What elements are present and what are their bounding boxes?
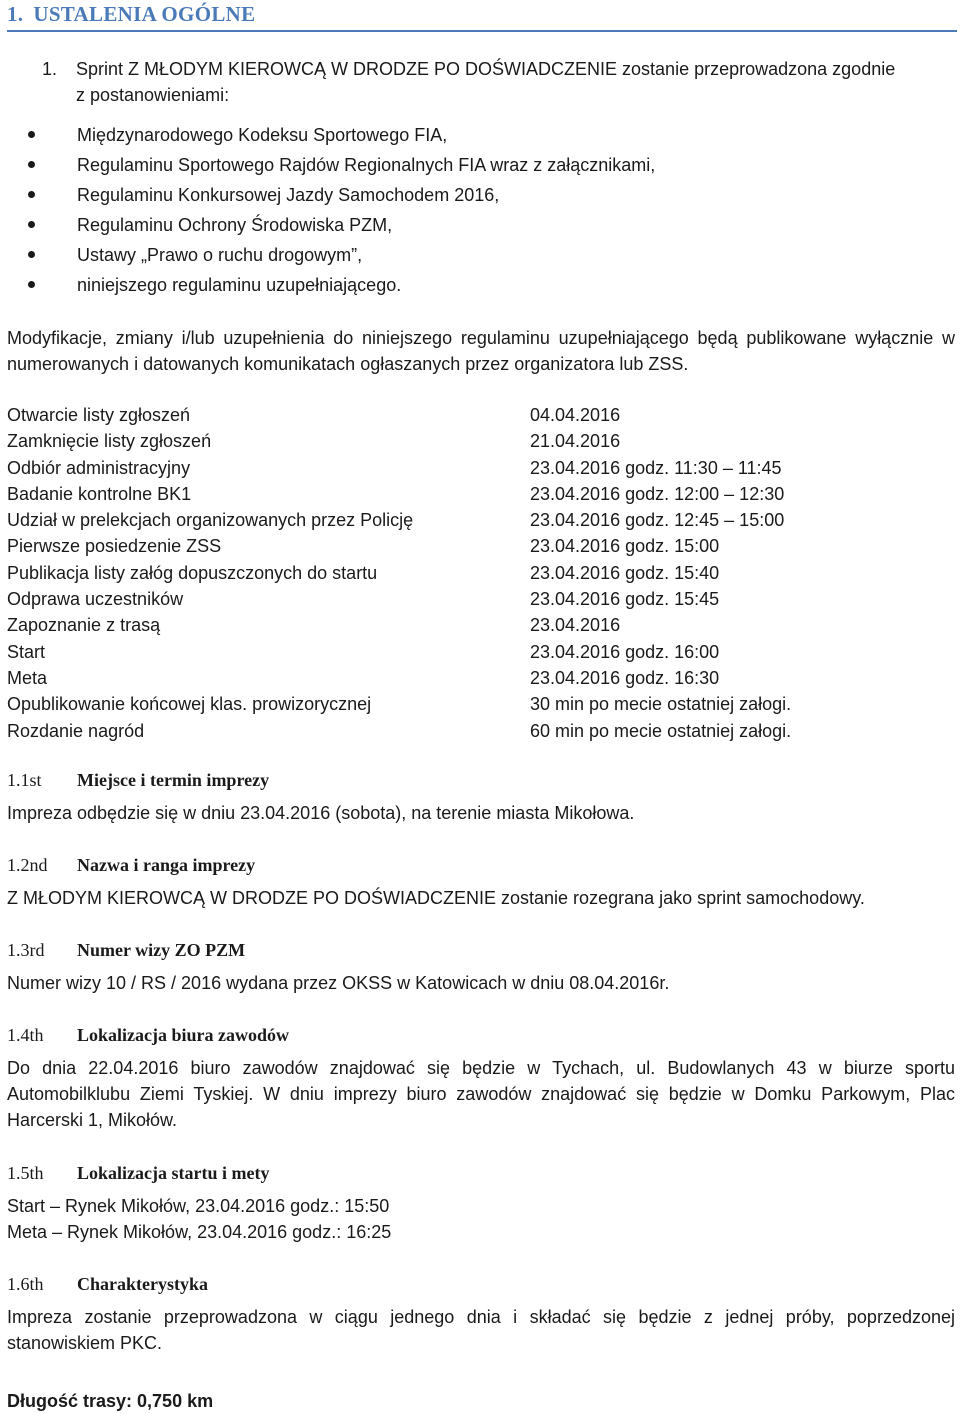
section-1-4: 1.4th Lokalizacja biura zawodów Do dnia 22.04.2016 biuro zawodów znajdować się będzie w Tychach, ul. Budowlanych 43 w biurze sportu Automobilklubu Ziemi Tyskiej. W dniu imprezy biuro zawodów znajdować się będzie w Domku Parkowym, Plac Harcerski 1, Mikołów. [7,1025,955,1130]
list-item: niniejszego regulaminu uzupełniającego. [28,270,655,300]
heading-number: 1. [7,2,24,26]
schedule-row: Rozdanie nagród 60 min po mecie ostatniej załogi. [7,720,792,741]
modifications-paragraph: Modyfikacje, zmiany i/lub uzupełnienia do niniejszego regulaminu uzupełniającego będą publikowane wyłącznie w numerowanych i datowanych komunikatach ogłaszanych przez organizatora lub ZSS. [7,328,955,374]
schedule-row: Odbiór administracyjny 23.04.2016 godz. 11:30 – 11:45 [7,457,782,478]
schedule-row: Start 23.04.2016 godz. 16:00 [7,641,720,662]
list-item: Ustawy „Prawo o ruchu drogowym”, [28,240,655,270]
schedule-row: Opublikowanie końcowej klas. prowizorycznej 30 min po mecie ostatniej załogi. [7,694,792,715]
section-1-5: 1.5th Lokalizacja startu i mety Start – Rynek Mikołów, 23.04.2016 godz.: 15:50 Meta – Rynek Mikołów, 23.04.2016 godz.: 16:25 [7,1163,392,1242]
intro-number: 1. [42,59,58,79]
section-1-6: 1.6th Charakterystyka Impreza zostanie przeprowadzona w ciągu jednego dnia i składać się będzie z jednej próby, poprzedzonej stanowiskiem PKC. [7,1274,955,1353]
list-item: Regulaminu Konkursowej Jazdy Samochodem 2016, [28,180,655,210]
section-1-2: 1.2nd Nazwa i ranga imprezy Z MŁODYM KIEROWCĄ W DRODZE PO DOŚWIADCZENIE zostanie rozegrana jako sprint samochodowy. [7,855,865,908]
schedule-row: Badanie kontrolne BK1 23.04.2016 godz. 12:00 – 12:30 [7,483,785,504]
intro-line2: z postanowieniami: [76,85,230,105]
section-1-3: 1.3rd Numer wizy ZO PZM Numer wizy 10 / RS / 2016 wydana przez OKSS w Katowicach w dniu 08.04.2016r. [7,940,670,993]
list-item: Regulaminu Sportowego Rajdów Regionalnych FIA wraz z załącznikami, [28,150,655,180]
schedule-row: Zapoznanie z trasą 23.04.2016 [7,615,621,636]
bullet-icon [28,221,35,228]
intro-line1: Sprint Z MŁODYM KIEROWCĄ W DRODZE PO DOŚWIADCZENIE zostanie przeprowadzona zgodnie [76,59,896,79]
schedule-row: Pierwsze posiedzenie ZSS 23.04.2016 godz. 15:00 [7,536,720,557]
bullet-icon [28,131,35,138]
bullet-icon [28,161,35,168]
list-item: Międzynarodowego Kodeksu Sportowego FIA, [28,120,655,150]
schedule-row: Zamknięcie listy zgłoszeń 21.04.2016 [7,431,621,452]
bullet-icon [28,191,35,198]
track-length: Długość trasy: 0,750 km [7,1391,214,1411]
schedule-row: Meta 23.04.2016 godz. 16:30 [7,667,720,688]
schedule-table [7,402,947,744]
bullet-icon [28,251,35,258]
schedule-row: Odprawa uczestników 23.04.2016 godz. 15:45 [7,589,720,610]
schedule-row: Otwarcie listy zgłoszeń 04.04.2016 [7,405,621,425]
section-1-1: 1.1st Miejsce i termin imprezy Impreza odbędzie się w dniu 23.04.2016 (sobota), na terenie miasta Mikołowa. [7,770,635,823]
schedule-row: Udział w prelekcjach organizowanych przez Policję 23.04.2016 godz. 12:45 – 15:00 [7,510,785,531]
section-heading [7,0,957,32]
intro-paragraph [42,56,957,108]
heading-title: USTALENIA OGÓLNE [33,2,256,26]
regulations-list [28,120,655,300]
bullet-icon [28,281,35,288]
schedule-row: Publikacja listy załóg dopuszczonych do startu 23.04.2016 godz. 15:40 [7,562,720,583]
list-item: Regulaminu Ochrony Środowiska PZM, [28,210,655,240]
